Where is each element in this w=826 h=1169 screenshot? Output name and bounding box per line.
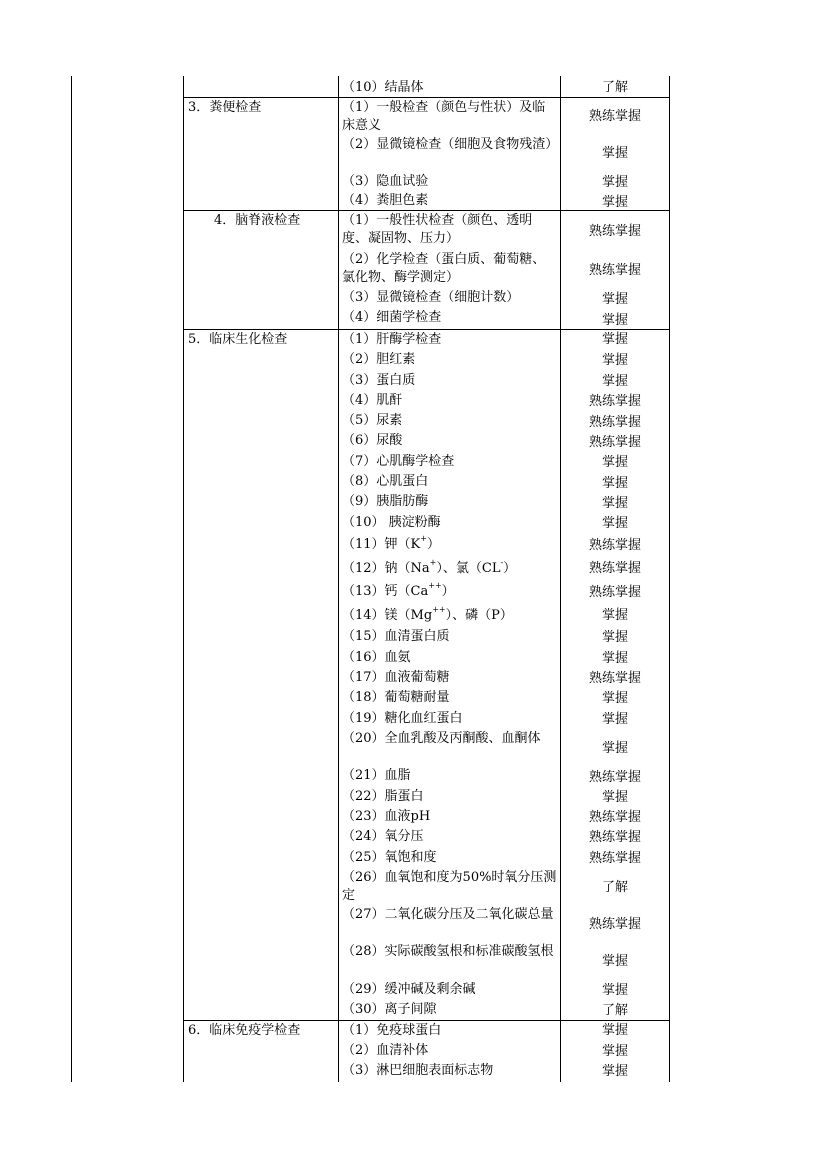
table-cell-item — [342, 604, 513, 625]
table-cell-level: 了解 — [601, 80, 628, 95]
table-cell-level: 掌握 — [601, 195, 628, 210]
table-cell-item: （3）淋巴细胞表面标志物 — [342, 1063, 494, 1078]
table-cell-level: 掌握 — [601, 1044, 628, 1059]
table-cell-level: 熟练掌握 — [588, 435, 641, 450]
table-cell-item: （2）血清补体 — [342, 1043, 429, 1058]
table-cell-item: （4）细菌学检查 — [342, 310, 442, 325]
table-cell-level: 掌握 — [601, 741, 628, 756]
table-cell-item: （1）肝酶学检查 — [342, 332, 442, 347]
table-cell-level: 熟练掌握 — [588, 770, 641, 785]
table-cell-level: 掌握 — [601, 712, 628, 727]
table-cell-item: （23）血液pH — [342, 809, 431, 824]
table-cell-level: 掌握 — [601, 691, 628, 706]
table-cell-item: （16）血氨 — [342, 650, 411, 665]
table-cell-level: 熟练掌握 — [588, 538, 641, 553]
item-text: ） — [503, 561, 517, 576]
table-cell-level: 熟练掌握 — [588, 561, 641, 576]
table-cell-category: 6．临床免疫学检查 — [188, 1023, 301, 1038]
table-cell-item: （4）粪胆色素 — [342, 193, 429, 208]
table-cell-item: （17）血液葡萄糖 — [342, 670, 450, 685]
table-cell-level: 熟练掌握 — [588, 263, 641, 278]
item-text: （11）钾（K — [342, 537, 421, 552]
item-text: ）、氯（CL — [436, 561, 501, 576]
superscript: + — [429, 557, 437, 567]
table-cell-item: （30）离子间隙 — [342, 1002, 437, 1017]
table-cell-level: 掌握 — [601, 476, 628, 491]
table-cell-item: （2）胆红素 — [342, 352, 416, 367]
table-cell-category: 4．脑脊液检查 — [214, 213, 301, 228]
table-cell-level: 掌握 — [601, 1064, 628, 1079]
item-text: （14）镁（Mg — [342, 608, 433, 623]
table-cell-level: 掌握 — [601, 496, 628, 511]
table-cell-level: 掌握 — [601, 516, 628, 531]
table-cell-level: 熟练掌握 — [588, 671, 641, 686]
table-cell-item — [342, 533, 440, 554]
table-cell-level: 熟练掌握 — [588, 415, 641, 430]
table-cell-item: （1）免疫球蛋白 — [342, 1023, 442, 1038]
table-cell-category: 3．粪便检查 — [188, 100, 262, 115]
table-cell-level: 熟练掌握 — [588, 394, 641, 409]
superscript: ++ — [428, 580, 442, 590]
table-cell-item: （7）心肌酶学检查 — [342, 454, 455, 469]
table-cell-item: （4）肌酐 — [342, 393, 403, 408]
table-cell-item — [342, 557, 517, 578]
row-separator — [183, 97, 670, 98]
table-cell-level: 掌握 — [601, 651, 628, 666]
table-cell-level: 掌握 — [601, 455, 628, 470]
table-cell-level: 熟练掌握 — [588, 109, 641, 124]
table-cell-item: （10）结晶体 — [342, 80, 424, 95]
table-cell-level: 熟练掌握 — [588, 917, 641, 932]
table-cell-level: 了解 — [601, 880, 628, 895]
table-cell-level: 了解 — [601, 1003, 628, 1018]
table-cell-item: （8）心肌蛋白 — [342, 474, 429, 489]
table-cell-level: 掌握 — [601, 954, 628, 969]
table-cell-item: （1）一般性状检查（颜色、透明度、凝固物、压力） — [342, 213, 533, 246]
item-text: ） — [426, 537, 440, 552]
table-cell-item: （24）氧分压 — [342, 829, 424, 844]
item-text: ）、磷（P） — [445, 608, 513, 623]
table-cell-level: 掌握 — [601, 332, 628, 347]
item-column-left-border — [338, 76, 339, 1082]
table-cell-item: （22）脂蛋白 — [342, 789, 424, 804]
table-cell-item: （15）血清蛋白质 — [342, 629, 450, 644]
table-cell-level: 掌握 — [601, 292, 628, 307]
table-cell-level: 熟练掌握 — [588, 585, 641, 600]
superscript: ++ — [432, 604, 446, 614]
item-text: ） — [441, 584, 455, 599]
table-cell-level: 熟练掌握 — [588, 810, 641, 825]
table-cell-item: （29）缓冲碱及剩余碱 — [342, 982, 476, 997]
table-cell-item: （1）一般检查（颜色与性状）及临床意义 — [342, 100, 546, 133]
table-cell-item: （20）全血乳酸及丙酮酸、血酮体 — [342, 731, 541, 746]
table-cell-item: （18）葡萄糖耐量 — [342, 690, 450, 705]
superscript: + — [420, 533, 427, 543]
table-cell-level: 掌握 — [601, 353, 628, 368]
table-cell-level: 掌握 — [601, 630, 628, 645]
table-cell-level: 掌握 — [601, 313, 628, 328]
table-cell-item: （3）隐血试验 — [342, 174, 429, 189]
table-cell-item: （3）蛋白质 — [342, 373, 416, 388]
table-cell-level: 熟练掌握 — [588, 830, 641, 845]
table-cell-item: （2）显微镜检查（细胞及食物残渣） — [342, 137, 559, 152]
superscript: - — [500, 557, 504, 567]
table-cell-item: （10） 胰淀粉酶 — [342, 515, 441, 530]
table-cell-item: （28）实际碳酸氢根和标准碳酸氢根 — [342, 944, 554, 959]
table-cell-item: （21）血脂 — [342, 768, 411, 783]
table-cell-item: （25）氧饱和度 — [342, 850, 437, 865]
table-cell-item: （5）尿素 — [342, 413, 403, 428]
table-cell-item: （3）显微镜检查（细胞计数） — [342, 290, 520, 305]
table-cell-item: （9）胰脂肪酶 — [342, 494, 429, 509]
table-cell-item: （2）化学检查（蛋白质、葡萄糖、氯化物、酶学测定） — [342, 252, 546, 285]
table-cell-level: 掌握 — [601, 175, 628, 190]
table-cell-level: 熟练掌握 — [588, 851, 641, 866]
table-cell-level: 掌握 — [601, 374, 628, 389]
table-left-border — [71, 76, 72, 1082]
table-cell-level: 掌握 — [601, 146, 628, 161]
table-cell-level: 掌握 — [601, 1023, 628, 1038]
item-text: （12）钠（Na — [342, 561, 430, 576]
table-cell-level: 掌握 — [601, 608, 628, 623]
table-cell-level: 掌握 — [601, 983, 628, 998]
table-cell-item: （27）二氧化碳分压及二氧化碳总量 — [342, 907, 554, 922]
table-cell-item: （26）血氧饱和度为50%时氧分压测定 — [342, 870, 557, 903]
item-text: （13）钙（Ca — [342, 584, 429, 599]
category-column-left-border — [183, 76, 184, 1082]
table-cell-category: 5．临床生化检查 — [188, 332, 288, 347]
table-cell-level: 掌握 — [601, 790, 628, 805]
table-cell-item — [342, 580, 455, 601]
row-separator — [183, 1020, 670, 1021]
table-cell-item: （6）尿酸 — [342, 433, 403, 448]
table-cell-item: （19）糖化血红蛋白 — [342, 711, 463, 726]
table-cell-level: 熟练掌握 — [588, 224, 641, 239]
